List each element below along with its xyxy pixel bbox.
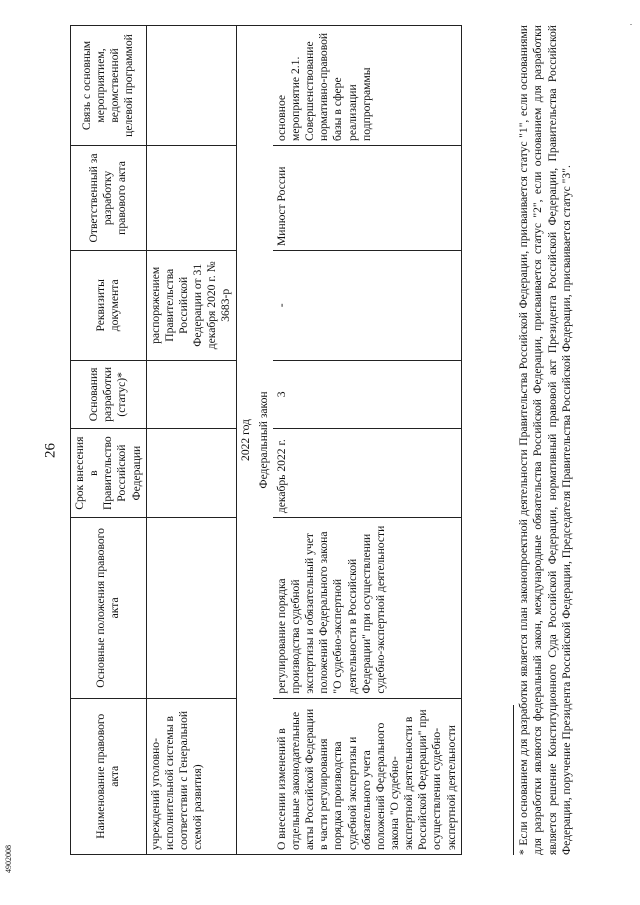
page-number: 26	[42, 443, 59, 458]
footnote-divider	[513, 705, 514, 855]
document-id: 4902008	[4, 845, 13, 873]
header-deadline: Срок внесения в Правительство Российской Федерации	[71, 429, 147, 518]
cell-provisions	[146, 518, 236, 698]
cell-status	[146, 360, 236, 429]
header-requisites: Реквизиты документа	[71, 251, 147, 361]
cell-responsible	[146, 145, 236, 250]
table-row	[273, 26, 461, 855]
cell-link: основное мероприятие 2.1. Совершенствование нормативно-правовой базы в сфере реализации подпрограммы	[273, 26, 461, 146]
cell-provisions: регулирование порядка производства судебной экспертизы и обязательный учет положений Федерального закона "О судебно-экспертной деятельности в Российской Федерации" при осуществлении судебно-экспертной деятельности	[273, 518, 461, 698]
cell-deadline: декабрь 2022 г.	[273, 429, 461, 518]
footnote-text: * Если основанием для разработки является план законопроектной деятельности Правительства Российской Федерации, присваивается статус "1", если основаниями для разработки являются федеральный закон, международные обязательства Российской Федерации, присваивается статус "2", если основанием для разработки является решение Конституционного Суда Российской Федерации, нормативный правовой акт Президента Российской Федерации, Правительства Российской Федерации, поручение Президента Российской Федерации, Председателя Правительства Российской Федерации, присваивается статус "3".	[517, 25, 574, 855]
header-name: Наименование правового акта	[71, 698, 147, 854]
cell-requisites: распоряжением Правительства Российской Федерации от 31 декабря 2020 г. № 3683-р	[146, 251, 236, 361]
cell-requisites: -	[273, 251, 461, 361]
header-responsible: Ответственный за разработку правового акта	[71, 145, 147, 250]
cell-name: О внесении изменений в отдельные законодательные акты Российской Федерации в части регулирования порядка производства судебной экспертизы и обязательного учета положений Федерального закона "О судебно-экспертной деятельности в Российской Федерации" при осуществлении судебно-экспертной деятельности	[273, 698, 461, 854]
table-header-row	[71, 26, 147, 855]
year-label: 2022 год	[236, 26, 255, 855]
rotated-page-content	[70, 25, 610, 855]
cell-link	[146, 26, 236, 146]
header-link: Связь с основным мероприятием, ведомственной целевой программой	[71, 26, 147, 146]
cell-deadline	[146, 429, 236, 518]
cell-responsible: Минюст России	[273, 145, 461, 250]
cell-status: 3	[273, 360, 461, 429]
header-provisions: Основные положения правового акта	[71, 518, 147, 698]
footnote-block	[505, 25, 575, 855]
act-type-row	[255, 26, 273, 855]
scan-mark: .	[630, 18, 632, 27]
act-type-label: Федеральный закон	[255, 26, 273, 855]
table-row	[146, 26, 236, 855]
header-status: Основания разработки (статус)*	[71, 360, 147, 429]
year-row	[236, 26, 255, 855]
legal-acts-table	[70, 25, 462, 855]
cell-name: учреждений уголовно-исполнительной системы в соответствии с Генеральной схемой развития)	[146, 698, 236, 854]
